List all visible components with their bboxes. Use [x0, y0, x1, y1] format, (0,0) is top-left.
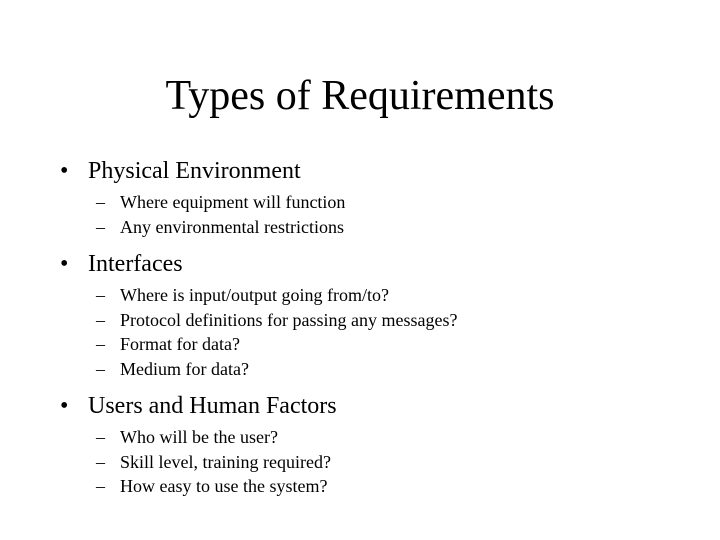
sub-item [60, 308, 700, 333]
sub-item [60, 332, 700, 357]
sub-item [60, 357, 700, 382]
slide-content [60, 156, 700, 509]
sub-item-text: Skill level, training required? [120, 451, 331, 472]
sub-item-text: Where equipment will function [120, 192, 346, 212]
sub-item-text: Medium for data? [120, 358, 249, 379]
bullet-item [60, 391, 700, 421]
sub-list [60, 190, 700, 239]
sub-item [60, 450, 700, 475]
sub-item-text: Protocol definitions for passing any messages? [120, 309, 458, 330]
dash-icon: – [96, 309, 105, 330]
bullet-heading: Physical Environment [88, 158, 301, 184]
dash-icon: – [96, 334, 105, 354]
bullet-icon: • [60, 251, 69, 277]
sub-item-text: How easy to use the system? [120, 476, 328, 496]
dash-icon: – [96, 285, 105, 305]
sub-item-text: Who will be the user? [120, 427, 278, 447]
sub-item [60, 215, 700, 240]
section-interfaces [60, 249, 700, 381]
sub-item-text: Any environmental restrictions [120, 216, 344, 237]
dash-icon: – [96, 192, 105, 212]
bullet-heading: Users and Human Factors [88, 393, 337, 419]
dash-icon: – [96, 451, 105, 472]
dash-icon: – [96, 427, 105, 447]
sub-item [60, 283, 700, 308]
bullet-heading: Interfaces [88, 251, 183, 277]
sub-item [60, 190, 700, 215]
section-physical-environment [60, 156, 700, 239]
dash-icon: – [96, 476, 105, 496]
dash-icon: – [96, 358, 105, 379]
bullet-item [60, 156, 700, 186]
sub-list [60, 283, 700, 381]
sub-item [60, 425, 700, 450]
sub-item-text: Format for data? [120, 334, 240, 354]
dash-icon: – [96, 216, 105, 237]
sub-list [60, 425, 700, 499]
bullet-icon: • [60, 393, 69, 419]
bullet-item [60, 249, 700, 279]
sub-item-text: Where is input/output going from/to? [120, 285, 389, 305]
slide-title: Types of Requirements [165, 73, 555, 119]
bullet-icon: • [60, 158, 69, 184]
section-users-human-factors [60, 391, 700, 499]
sub-item [60, 474, 700, 499]
